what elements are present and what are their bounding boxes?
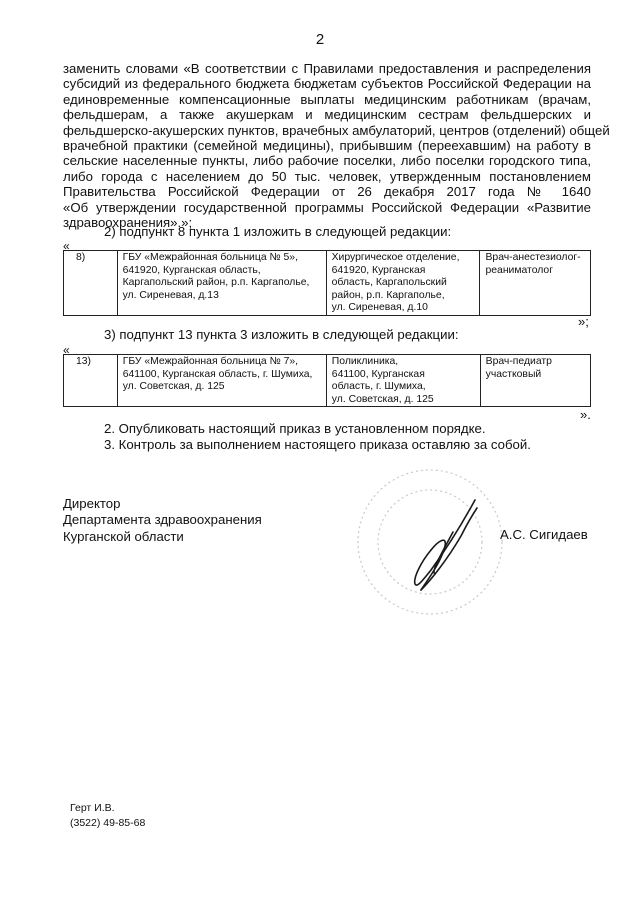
paragraph-line: либо города с населением до 50 тыс. человек, утвержденным постановлением [63, 168, 591, 184]
cell-line: 641100, Курганская [331, 368, 425, 380]
organization-cell [117, 251, 326, 316]
paragraph-line: заменить словами «В соответствии с Правилами предоставления и распределения [63, 61, 591, 76]
table-row [64, 251, 591, 316]
cell-line: Хирургическое отделение, [331, 252, 460, 263]
cell-line: ул. Сиреневая, д.13 [122, 289, 219, 301]
cell-line: ул. Советская, д. 125 [122, 381, 225, 393]
signature-title-line: Директор [63, 496, 121, 511]
signature-title [63, 496, 262, 545]
cell-line: область, г. Шумиха, [331, 381, 426, 393]
executor-footer [70, 801, 145, 830]
handwritten-signature [415, 500, 477, 590]
cell-line: 641100, Курганская область, г. Шумиха, [122, 368, 313, 380]
paragraph-line: сельские населенные пункты, либо рабочие поселки, либо поселки городского типа, [63, 153, 591, 169]
cell-line: Поликлиника, [331, 356, 399, 367]
amendment-paragraph [63, 61, 610, 231]
closing-item-2: 2. Опубликовать настоящий приказ в установленном порядке. [104, 421, 486, 436]
paragraph-line: субсидий из федерального бюджета бюджетам субъектов Российской Федерации на [63, 76, 591, 92]
stamp-and-signature-graphic [335, 462, 525, 622]
close-quote-1: »; [578, 314, 589, 329]
cell-line: ГБУ «Межрайонная больница № 7», [122, 356, 299, 367]
row-number: 13) [64, 355, 118, 407]
cell-line: 641920, Курганская область, [122, 264, 261, 276]
cell-line: Врач-педиатр [485, 356, 552, 367]
cell-line: Врач-анестезиолог- [485, 252, 581, 263]
paragraph-line: «Об утверждении государственной программы Российской Федерации «Развитие [63, 199, 591, 215]
paragraph-line: Правительства Российской Федерации от 26 декабря 2017 года № 1640 [63, 184, 591, 200]
cell-line: ГБУ «Межрайонная больница № 5», [122, 252, 298, 263]
department-cell [326, 355, 480, 407]
executor-phone: (3522) 49-85-68 [70, 816, 146, 829]
signature-title-line: Курганской области [63, 528, 184, 544]
row-number: 8) [64, 251, 118, 316]
cell-line: участковый [485, 368, 542, 380]
organization-cell [117, 355, 326, 407]
cell-line: район, р.п. Каргаполье, [331, 289, 445, 301]
cell-line: ул. Сиреневая, д.10 [331, 302, 428, 314]
cell-line: ул. Советская, д. 125 [331, 393, 434, 405]
executor-name: Герт И.В. [70, 802, 115, 814]
cell-line: реаниматолог [485, 264, 553, 276]
paragraph-line: здравоохранения».»; [63, 215, 193, 231]
cell-line: 641920, Курганская [331, 264, 426, 276]
open-quote-2: « [63, 343, 70, 357]
paragraph-line: фельдшерско-акушерских пунктов, врачебных амбулаторий, центров (отделений) общей [63, 122, 610, 138]
department-cell [326, 251, 480, 316]
page-number: 2 [315, 31, 325, 48]
item2-intro: 2) подпункт 8 пункта 1 изложить в следующей редакции: [104, 224, 452, 239]
closing-item-3: 3. Контроль за выполнением настоящего приказа оставляю за собой. [104, 437, 531, 452]
paragraph-line: фельдшерам, а также акушеркам и медицинским сестрам фельдшерских и [63, 107, 591, 123]
paragraph-line: единовременные компенсационные выплаты медицинским работникам (врачам, [63, 91, 591, 107]
open-quote-1: « [63, 239, 70, 253]
cell-line: Каргапольский район, р.п. Каргаполье, [122, 277, 310, 289]
amendment-table-1 [63, 250, 591, 316]
paragraph-line: врачебной практики (семейной медицины), прибывшим (переехавшим) на работу в [63, 138, 591, 154]
signer-name: А.С. Сигидаев [500, 527, 588, 542]
table-row [64, 355, 591, 407]
item3-intro: 3) подпункт 13 пункта 3 изложить в следующей редакции: [104, 327, 459, 342]
signature-title-line: Департамента здравоохранения [63, 512, 262, 528]
amendment-table-2 [63, 354, 591, 407]
position-cell [480, 251, 591, 316]
position-cell [480, 355, 590, 407]
faint-stamp [358, 470, 502, 614]
close-quote-2: ». [580, 407, 591, 422]
cell-line: область, Каргапольский [331, 277, 447, 289]
